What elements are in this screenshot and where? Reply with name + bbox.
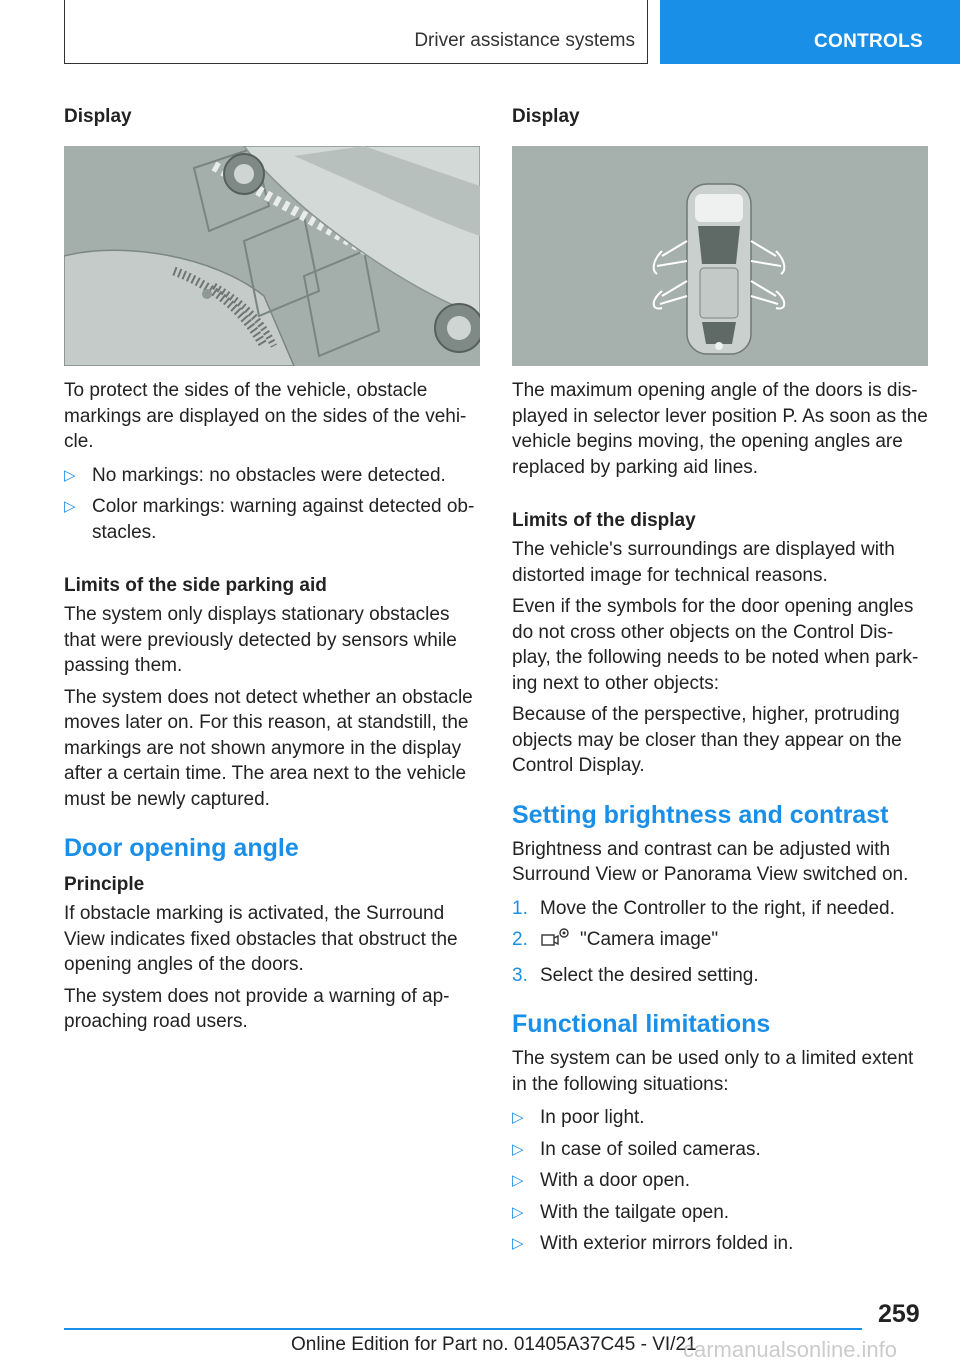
footer-divider <box>64 1328 862 1330</box>
limits-display-p3: Because of the perspective, higher, protruding objects may be closer than they appear on the Control Display. <box>512 704 902 776</box>
marking-list <box>64 463 482 546</box>
principle-p2: The system does not provide a warning of ap-proaching road users. <box>64 985 450 1032</box>
page-number: 259 <box>878 1300 920 1328</box>
watermark: carmanualsonline.info <box>683 1337 898 1362</box>
functional-limitations-text: The system can be used only to a limited extent in the following situations: <box>512 1048 914 1095</box>
triangle-right-icon: ▷ <box>512 1140 524 1158</box>
header-chapter-tab <box>660 0 960 64</box>
limits-display-p1: The vehicle's surroundings are displayed with distorted image for technical reasons. <box>512 539 895 586</box>
list-item: ▷ Color markings: warning against detected ob-stacles. <box>64 496 475 543</box>
principle-p1: If obstacle marking is activated, the Surround View indicates fixed obstacles that obstruct the opening angles of the doors. <box>64 903 458 975</box>
limits-side-parking-p1: The system only displays stationary obstacles that were previously detected by sensors while passing them. <box>64 604 457 676</box>
brightness-text: Brightness and contrast can be adjusted with Surround View or Panorama View switched on. <box>512 838 909 885</box>
list-item: ▷ No markings: no obstacles were detected. <box>64 463 482 489</box>
list-item: ▷ With exterior mirrors folded in. <box>512 1231 930 1257</box>
limits-display-heading: Limits of the display <box>512 510 696 531</box>
list-item: ▷ With a door open. <box>512 1168 930 1194</box>
limits-side-parking-heading: Limits of the side parking aid <box>64 575 327 596</box>
limits-display-p2: Even if the symbols for the door opening angles do not cross other objects on the Control Dis-play, the following needs to be noted when park-ing next to other objects: <box>512 596 919 694</box>
principle-heading: Principle <box>64 874 145 895</box>
functional-limitations-heading: Functional limitations <box>512 1010 771 1038</box>
header-section-box <box>64 0 648 64</box>
list-item: ▷ With the tailgate open. <box>512 1200 930 1226</box>
camera-settings-icon <box>540 927 570 957</box>
right-column <box>512 104 930 1263</box>
triangle-right-icon: ▷ <box>512 1203 524 1221</box>
list-item: ▷ In poor light. <box>512 1105 930 1131</box>
right-intro-text: The maximum opening angle of the doors is dis-played in selector lever position P. As soon as the vehicle begins moving, the opening angles are replaced by parking aid lines. <box>512 380 928 478</box>
left-intro-text: To protect the sides of the vehicle, obstacle markings are displayed on the sides of the vehi-cle. <box>64 380 467 452</box>
left-display-label: Display <box>64 106 132 127</box>
limits-side-parking-p2: The system does not detect whether an obstacle moves later on. For this reason, at standstill, the markings are not shown anymore in the display after a certain time. The area next to the vehicle must be newly captured. <box>64 686 473 810</box>
limitations-list <box>512 1105 930 1257</box>
brightness-contrast-heading: Setting brightness and contrast <box>512 800 889 829</box>
brightness-steps <box>512 896 930 989</box>
triangle-right-icon: ▷ <box>512 1109 524 1126</box>
header-chapter-title: CONTROLS <box>814 31 924 52</box>
door-angle-illustration <box>512 146 928 366</box>
right-display-label: Display <box>512 106 580 127</box>
triangle-right-icon: ▷ <box>64 466 76 484</box>
triangle-right-icon: ▷ <box>512 1235 524 1252</box>
list-item: 3. Select the desired setting. <box>512 964 759 986</box>
triangle-right-icon: ▷ <box>512 1172 524 1189</box>
side-parking-image <box>64 146 480 366</box>
left-column <box>64 104 482 1041</box>
list-item: 1. Move the Controller to the right, if needed. <box>512 897 895 919</box>
list-item: 2. "Camera image" <box>512 927 930 957</box>
header-section-title: Driver assistance systems <box>414 30 635 51</box>
door-angle-image <box>512 146 928 366</box>
triangle-right-icon: ▷ <box>64 498 76 515</box>
door-opening-angle-heading: Door opening angle <box>64 834 299 862</box>
footer-edition: Online Edition for Part no. 01405A37C45 - VI/21 <box>291 1334 697 1355</box>
side-parking-illustration <box>64 146 480 366</box>
list-item: ▷ In case of soiled cameras. <box>512 1137 930 1163</box>
